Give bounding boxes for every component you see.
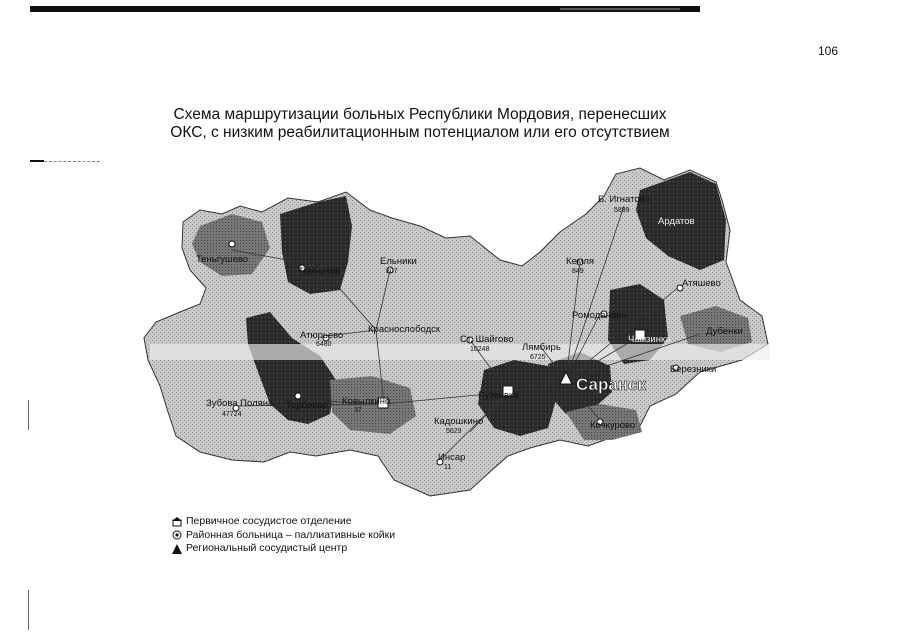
label-atyashevo: Атяшево bbox=[682, 278, 721, 289]
legend bbox=[172, 515, 395, 556]
scan-band bbox=[150, 344, 770, 360]
palliative-marker bbox=[295, 393, 301, 399]
legend-label: Районная больница – паллиативные койки bbox=[186, 528, 396, 541]
label-insar: Инсар bbox=[438, 452, 466, 463]
label-romodanovo: Ромоданово bbox=[572, 310, 627, 321]
label-b-ignatovo: Б. Игнатово bbox=[598, 194, 650, 205]
legend-label: Региональный сосудистый центр bbox=[186, 542, 348, 554]
label-kemlya: Кемля bbox=[566, 256, 595, 267]
label-lyambir: Лямбирь bbox=[522, 342, 561, 353]
label-shaygovo: Ст. Шайгово bbox=[460, 334, 514, 345]
value-shaygovo: 10248 bbox=[470, 346, 490, 353]
value-insar: 11 bbox=[444, 464, 452, 471]
value-elniki: 307 bbox=[386, 268, 398, 275]
district-temnikov bbox=[280, 196, 352, 294]
label-temnikov: Темников bbox=[298, 266, 341, 277]
title-line-2: ОКС, с низким реабилитационным потенциалом или его отсутствием bbox=[170, 124, 670, 141]
triangle-icon bbox=[172, 544, 182, 554]
value-b-ignatovo: 5899 bbox=[614, 207, 630, 214]
label-krasnoslobodsk: Краснослободск bbox=[368, 324, 441, 335]
hospital-icon bbox=[172, 517, 182, 527]
label-zubova-polyana: Зубова Поляна bbox=[206, 398, 274, 409]
value-atyurevo: 6480 bbox=[316, 341, 332, 348]
palliative-ring-icon bbox=[172, 530, 182, 540]
label-chamzinka: Чамзинка bbox=[628, 334, 671, 345]
legend-row bbox=[172, 542, 395, 556]
title-line-1: Схема маршрутизации больных Республики Мордовия, перенесших bbox=[173, 106, 667, 123]
value-zubova-polyana: 47724 bbox=[222, 411, 242, 418]
palliative-marker bbox=[229, 241, 235, 247]
legend-label: Первичное сосудистое отделение bbox=[186, 515, 352, 527]
label-saransk: Саранск bbox=[576, 375, 647, 394]
value-kovylkino: 37 bbox=[354, 407, 362, 414]
label-kovylkino: Ковылкино bbox=[342, 396, 391, 407]
value-kemlya: 849 bbox=[572, 268, 584, 275]
label-dubenki: Дубенки bbox=[706, 326, 743, 337]
value-lyambir: 6725 bbox=[530, 354, 546, 361]
legend-row bbox=[172, 529, 395, 543]
label-ardatov: Ардатов bbox=[658, 216, 695, 227]
legend-row bbox=[172, 515, 395, 529]
label-kadoshkino: Кадошкино bbox=[434, 416, 484, 427]
label-berezniki: Березники bbox=[670, 364, 717, 375]
value-kadoshkino: 5629 bbox=[446, 428, 462, 435]
label-elniki: Ельники bbox=[380, 256, 417, 267]
page-number: 106 bbox=[818, 44, 839, 58]
label-tengushevo: Теньгушево bbox=[196, 254, 249, 265]
label-ruzaevka: Рузаевка bbox=[478, 390, 519, 401]
label-torbeevo: Торбеево bbox=[286, 400, 328, 411]
label-atyurevo: Атюрьево bbox=[300, 330, 344, 341]
label-kochkurovo: Кочкурово bbox=[590, 420, 636, 431]
